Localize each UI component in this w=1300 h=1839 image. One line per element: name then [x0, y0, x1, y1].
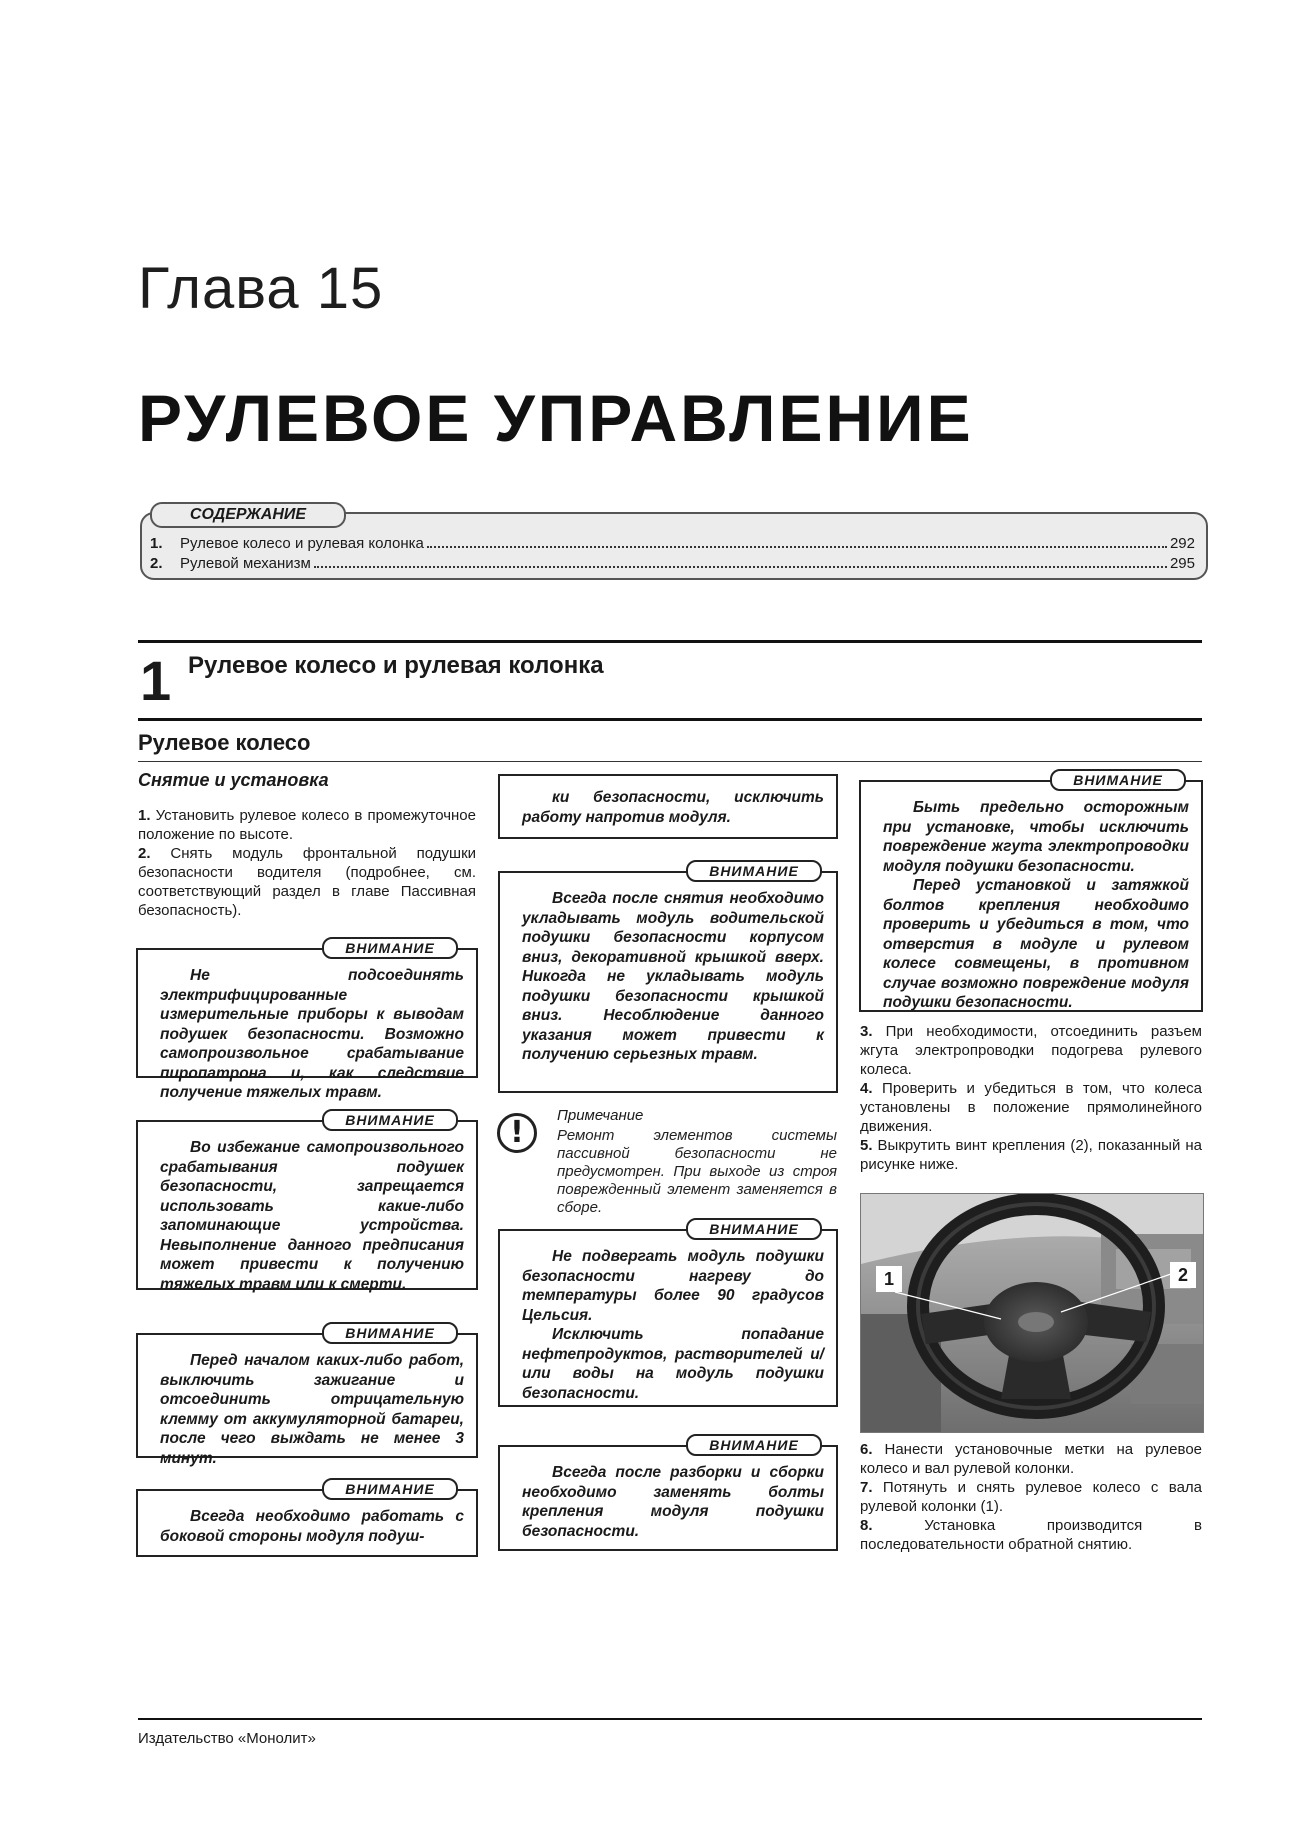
warning-text: Всегда после снятия необходимо укладывать модуль водительской подушки безопасности корпусом вниз, декоративной крышкой вверх. Никогда не укладывать модуль подушки безопасности крышкой вниз. Несоблюдение данного указания может привести к получению серьезных травм.	[522, 890, 824, 1063]
step-item	[860, 1478, 1202, 1516]
warning-text: Перед началом каких-либо работ, выключить зажигание и отсоединить отрицательную клемму от аккумуляторной батареи, после чего выждать не менее 3 минут.	[160, 1352, 464, 1467]
step-text: При необходимости, отсоединить разъем жгута электропроводки подогрева рулевого колеса.	[860, 1023, 1202, 1078]
toc-item[interactable]	[150, 552, 1195, 572]
warning-badge: ВНИМАНИЕ	[322, 1478, 458, 1500]
step-number: 3.	[860, 1023, 873, 1040]
warning-badge: ВНИМАНИЕ	[322, 1109, 458, 1131]
step-item	[860, 1516, 1202, 1554]
toc-item-number: 1.	[150, 535, 163, 552]
toc-item-page: 295	[1169, 555, 1195, 572]
step-number: 1.	[138, 807, 151, 824]
note-heading: Примечание	[557, 1107, 644, 1124]
warning-text: Перед установкой и затяжкой болтов крепления необходимо проверить и убедиться в том, что отверстия в модуле и рулевом колесе совмещены, в противном случае возможно повреждение модуля подушки безопасности.	[883, 877, 1189, 1011]
exclamation-icon: !	[497, 1113, 537, 1153]
warning-badge: ВНИМАНИЕ	[322, 937, 458, 959]
callout-2: 2	[1170, 1262, 1196, 1288]
col3-steps-b	[860, 1440, 1202, 1554]
step-item	[860, 1079, 1202, 1136]
subsection-rule	[138, 761, 1202, 762]
step-text: Проверить и убедиться в том, что колеса установлены в положение прямолинейного движения.	[860, 1080, 1203, 1135]
step-number: 4.	[860, 1080, 873, 1097]
warning-text: Во избежание самопроизвольного срабатывания подушек безопасности, запрещается использовать какие-либо запоминающие устройства. Невыполнение данного предписания может привести к получению тяжелых травм или к смерти.	[160, 1139, 464, 1293]
toc-leader	[427, 546, 1167, 548]
steering-wheel-illustration	[861, 1194, 1203, 1432]
warning-box-continued	[498, 774, 838, 839]
step-item	[860, 1136, 1202, 1174]
note-text: Ремонт элементов системы пассивной безопасности не предусмотрен. При выходе из строя поврежденный элемент заменяется в сборе.	[557, 1127, 837, 1216]
section-rule-bottom	[138, 718, 1202, 721]
warning-box	[136, 948, 478, 1101]
warning-badge: ВНИМАНИЕ	[322, 1322, 458, 1344]
step-text: Снять модуль фронтальной подушки безопасности водителя (подробнее, см. соответствующий раздел в главе Пассивная безопасность).	[138, 845, 477, 919]
toc-label: СОДЕРЖАНИЕ	[150, 502, 346, 528]
warning-text: Не подвергать модуль подушки безопасности нагреву до температуры более 90 градусов Цельсия.	[522, 1248, 824, 1324]
warning-text: Всегда необходимо работать с боковой стороны модуля подуш-	[160, 1508, 464, 1545]
step-number: 8.	[860, 1517, 873, 1534]
step-number: 5.	[860, 1137, 873, 1154]
section-number: 1	[140, 649, 172, 712]
step-text: Выкрутить винт крепления (2), показанный на рисунке ниже.	[860, 1137, 1202, 1173]
step-number: 6.	[860, 1441, 873, 1458]
steering-wheel-photo	[860, 1193, 1204, 1433]
footer-rule	[138, 1718, 1202, 1720]
warning-badge: ВНИМАНИЕ	[686, 860, 822, 882]
step-text: Нанести установочные метки на рулевое колесо и вал рулевой колонки.	[860, 1441, 1202, 1477]
section-rule-top	[138, 640, 1202, 643]
step-text: Установить рулевое колесо в промежуточное положение по высоте.	[138, 807, 476, 843]
subsection-title: Рулевое колесо	[138, 730, 311, 755]
warning-text: Не подсоединять электрифицированные измерительные приборы к выводам подушек безопасности. Возможно самопроизвольное срабатывание пиропатрона и, как следствие получение тяжелых травм.	[160, 967, 464, 1101]
warning-text: Исключить попадание нефтепродуктов, растворителей и/или воды на модуль подушки безопасности.	[522, 1326, 824, 1402]
warning-box	[498, 1229, 838, 1407]
step-item	[860, 1440, 1202, 1478]
callout-1: 1	[876, 1266, 902, 1292]
step-number: 7.	[860, 1479, 873, 1496]
step-item	[860, 1022, 1202, 1079]
chapter-title: РУЛЕВОЕ УПРАВЛЕНИЕ	[138, 381, 974, 455]
warning-box	[859, 780, 1203, 1012]
step-number: 2.	[138, 845, 151, 862]
col1-steps	[138, 806, 476, 920]
col3-steps-a	[860, 1022, 1202, 1174]
step-item	[138, 806, 476, 844]
warning-text: Всегда после разборки и сборки необходимо заменять болты крепления модуля подушки безопасности.	[522, 1464, 824, 1540]
section-title: Рулевое колесо и рулевая колонка	[188, 652, 604, 679]
warning-box	[498, 1445, 838, 1551]
footer-publisher: Издательство «Монолит»	[138, 1730, 316, 1747]
warning-badge: ВНИМАНИЕ	[686, 1434, 822, 1456]
warning-box	[136, 1120, 478, 1293]
step-item	[138, 844, 476, 920]
toc-leader	[314, 566, 1167, 568]
warning-box	[498, 871, 838, 1093]
toc-item-page: 292	[1169, 535, 1195, 552]
subsection-subtitle: Снятие и установка	[138, 770, 329, 790]
chapter-number: Глава 15	[138, 256, 384, 321]
warning-text: Быть предельно осторожным при установке, чтобы исключить повреждение жгута электропроводки модуля подушки безопасности.	[883, 799, 1189, 875]
toc-item-number: 2.	[150, 555, 163, 572]
warning-badge: ВНИМАНИЕ	[1050, 769, 1186, 791]
warning-box	[136, 1333, 478, 1467]
warning-text: ки безопасности, исключить работу напротив модуля.	[522, 789, 824, 826]
step-text: Установка производится в последовательности обратной снятию.	[860, 1517, 1202, 1553]
step-text: Потянуть и снять рулевое колесо с вала рулевой колонки (1).	[860, 1479, 1203, 1515]
toc-item-title: Рулевой механизм	[180, 555, 311, 572]
toc-item[interactable]	[150, 532, 1195, 552]
warning-badge: ВНИМАНИЕ	[686, 1218, 822, 1240]
toc-item-title: Рулевое колесо и рулевая колонка	[180, 535, 424, 552]
